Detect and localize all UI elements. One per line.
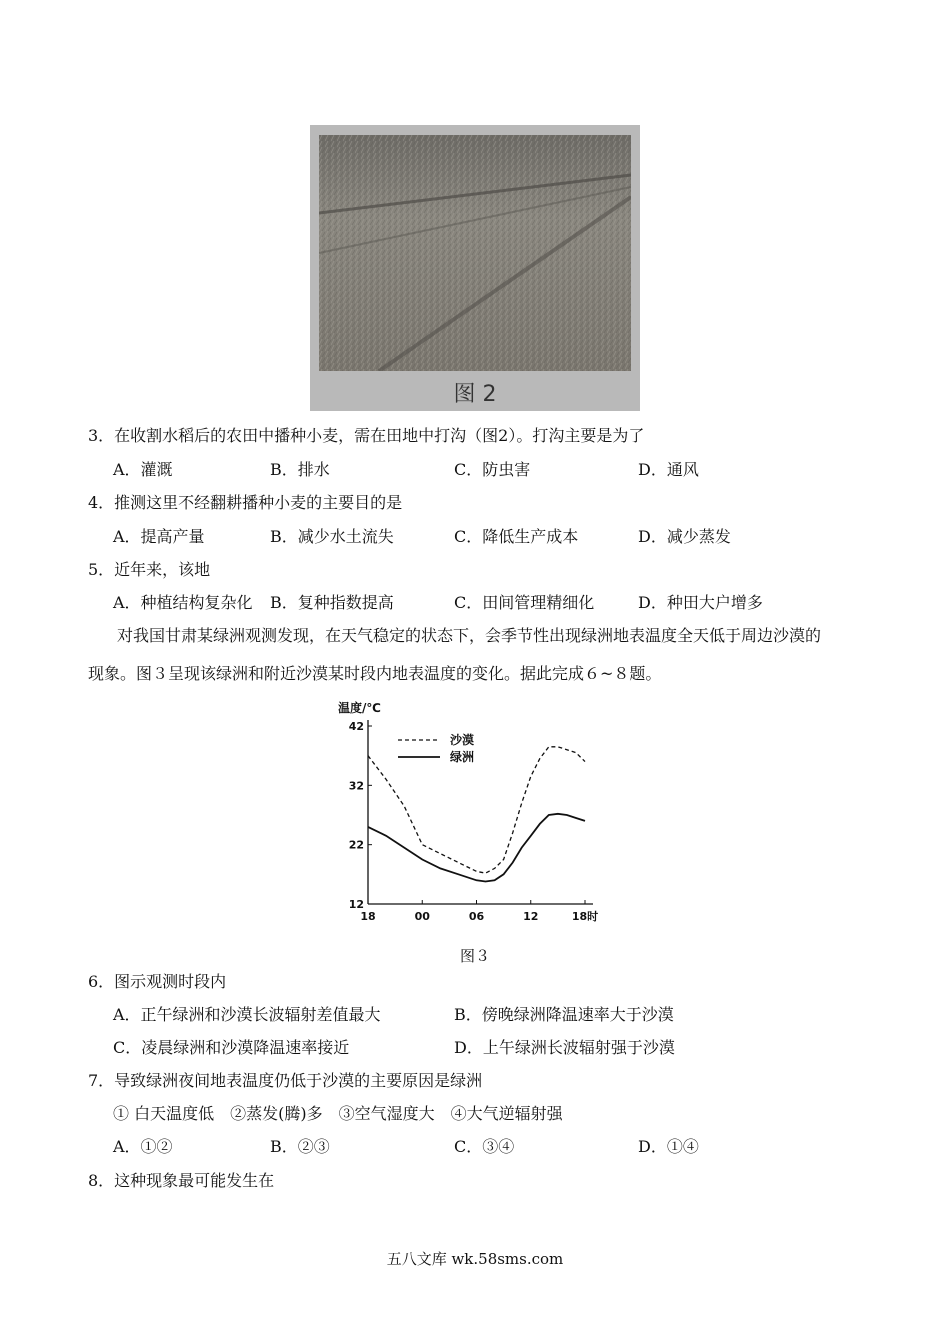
question-5-option-b: B．复种指数提高 xyxy=(270,593,394,612)
chart-x-tick-label: 12 xyxy=(523,910,539,923)
question-5-option-c: C．田间管理精细化 xyxy=(454,593,595,612)
legend-label: 绿洲 xyxy=(450,750,475,764)
question-3-option-b: B．排水 xyxy=(270,460,330,479)
question-5-stem: 5．近年来，该地 xyxy=(88,560,211,579)
field-photo xyxy=(310,125,640,411)
question-7-statements: ① 白天温度低 ②蒸发(腾)多 ③空气湿度大 ④大气逆辐射强 xyxy=(113,1104,563,1123)
field-photo-image xyxy=(319,135,631,371)
question-5-option-a: A．种植结构复杂化 xyxy=(113,593,253,612)
passage-line-1: 对我国甘肃某绿洲观测发现，在天气稳定的状态下，会季节性出现绿洲地表温度全天低于周边沙漠的 xyxy=(117,626,822,645)
question-6-stem: 6．图示观测时段内 xyxy=(88,972,227,991)
chart-y-tick-label: 22 xyxy=(348,838,364,852)
chart-x-tick-label: 18时 xyxy=(571,910,599,923)
temperature-chart xyxy=(330,698,620,936)
question-6-option-a: A．正午绿洲和沙漠长波辐射差值最大 xyxy=(113,1005,381,1024)
question-3-stem: 3．在收割水稻后的农田中播种小麦，需在田地中打沟（图2）。打沟主要是为了 xyxy=(88,426,645,445)
footer-watermark: 五八文库 wk.58sms.com xyxy=(386,1250,564,1268)
question-3-option-d: D．通风 xyxy=(638,460,699,479)
question-5-option-d: D．种田大户增多 xyxy=(638,593,763,612)
figure2-caption: 图 2 xyxy=(453,382,497,407)
chart-x-tick-label: 18 xyxy=(360,910,376,923)
chart-series-line-oasis xyxy=(368,814,585,882)
legend-label: 沙漠 xyxy=(450,733,475,747)
question-7-stem: 7．导致绿洲夜间地表温度仍低于沙漠的主要原因是绿洲 xyxy=(88,1071,483,1090)
passage-line-2: 现象。图３呈现该绿洲和附近沙漠某时段内地表温度的变化。据此完成６~８题。 xyxy=(88,664,662,683)
question-7-option-d: D．①④ xyxy=(638,1137,699,1156)
question-7-option-a: A．①② xyxy=(113,1137,173,1156)
question-6-option-d: D．上午绿洲长波辐射强于沙漠 xyxy=(454,1038,675,1057)
chart-y-tick-label: 42 xyxy=(348,720,364,733)
figure3-caption: 图３ xyxy=(459,947,490,965)
question-4-stem: 4．推测这里不经翻耕播种小麦的主要目的是 xyxy=(88,493,403,512)
chart-x-tick-label: 06 xyxy=(468,910,485,923)
chart-y-title: 温度/℃ xyxy=(338,701,381,715)
question-8-stem: 8．这种现象最可能发生在 xyxy=(88,1171,275,1190)
question-3-option-a: A．灌溉 xyxy=(113,460,173,479)
chart-series-line-desert xyxy=(368,747,585,873)
question-4-option-b: B．减少水土流失 xyxy=(270,527,394,546)
question-7-option-b: B．②③ xyxy=(270,1137,330,1156)
question-3-option-c: C．防虫害 xyxy=(454,460,531,479)
question-6-option-b: B．傍晚绿洲降温速率大于沙漠 xyxy=(454,1005,674,1024)
question-4-option-c: C．降低生产成本 xyxy=(454,527,579,546)
question-4-option-d: D．减少蒸发 xyxy=(638,527,731,546)
chart-y-tick-label: 12 xyxy=(348,898,364,911)
chart-y-tick-label: 32 xyxy=(348,779,364,793)
chart-x-tick-label: 00 xyxy=(414,910,430,923)
question-7-option-c: C．③④ xyxy=(454,1137,515,1156)
question-6-option-c: C．凌晨绿洲和沙漠降温速率接近 xyxy=(113,1038,350,1057)
question-4-option-a: A．提高产量 xyxy=(113,527,205,546)
